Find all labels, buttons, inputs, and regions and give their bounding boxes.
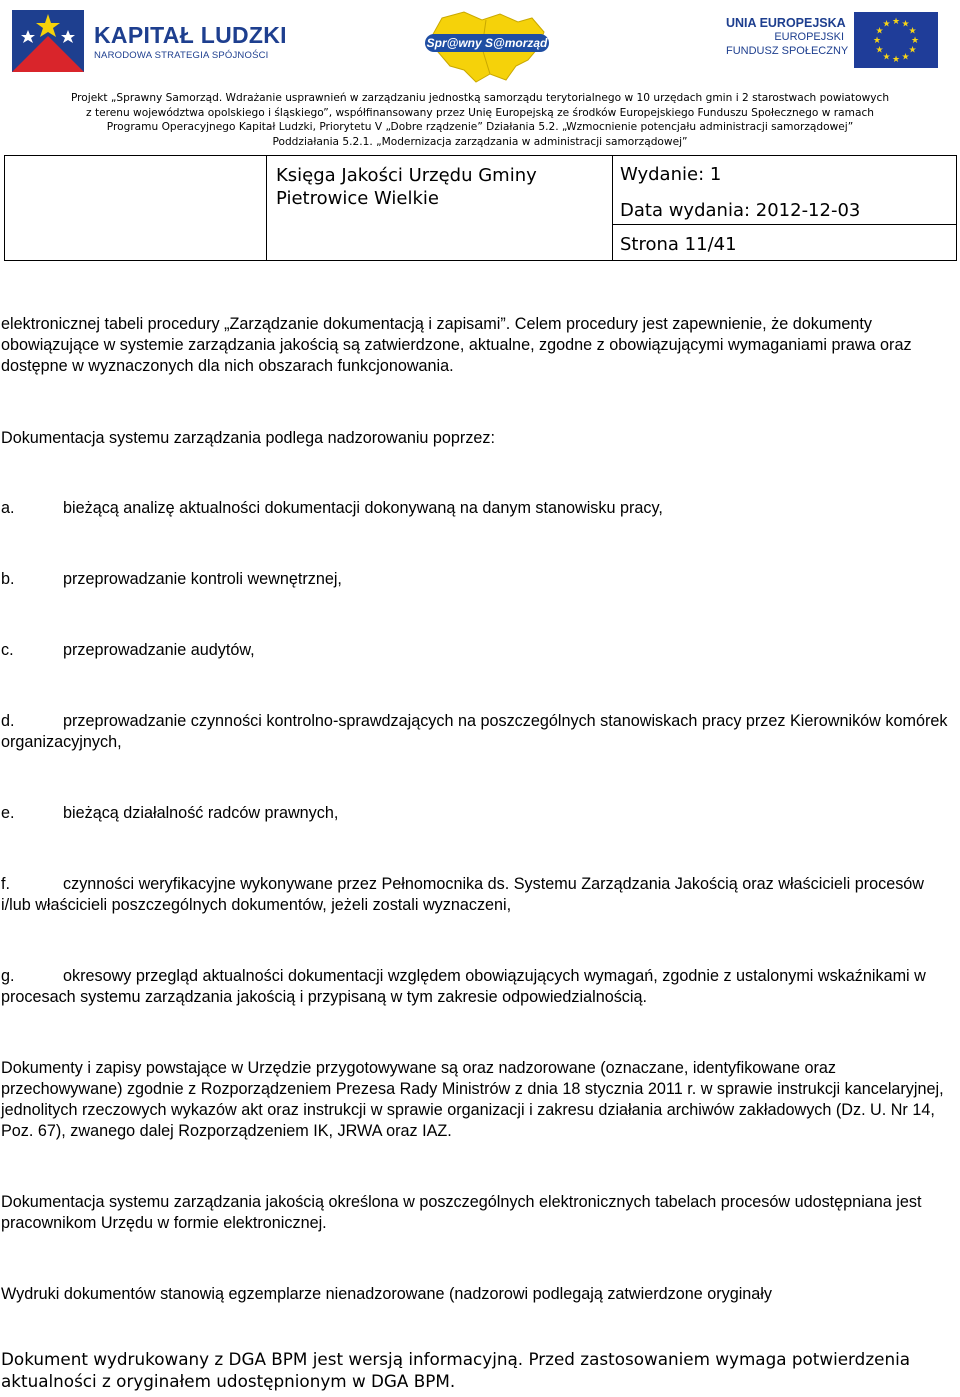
svg-text:★: ★	[908, 45, 917, 56]
printouts-paragraph: Wydruki dokumentów stanowią egzemplarze nienadzorowane (nadzorowi podlegają zatwierdzone oryginały	[1, 1285, 772, 1303]
header-empty-cell	[5, 156, 267, 260]
svg-text:★: ★	[891, 17, 901, 27]
project-desc-line-4: Poddziałania 5.2.1. „Modernizacja zarządzania w administracji samorządowej”	[272, 135, 688, 148]
kapital-ludzki-subtitle: NARODOWA STRATEGIA SPÓJNOŚCI	[94, 50, 269, 61]
list-item-text: bieżącą analizę aktualności dokumentacji dokonywaną na danym stanowisku pracy,	[63, 499, 663, 517]
ue-line-2: EUROPEJSKI	[774, 31, 844, 43]
kapital-ludzki-title: KAPITAŁ LUDZKI	[94, 22, 287, 48]
ue-line-1: UNIA EUROPEJSKA	[726, 16, 846, 30]
list-item	[1, 498, 956, 519]
list-item-text: okresowy przegląd aktualności dokumentacji względem obowiązujących wymagań, zgodnie z ustalonymi wskaźnikami w procesach systemu zarządzania jakością i przypisaną w tym zakresie odpowiedzialnością.	[1, 967, 926, 1006]
supervision-lead: Dokumentacja systemu zarządzania podlega nadzorowaniu poprzez:	[1, 429, 496, 447]
intro-paragraph: elektronicznej tabeli procedury „Zarządzanie dokumentacją i zapisami”. Celem procedury jest zapewnienie, że dokumenty obowiązujące w systemie zarządzania jakością są zatwierdzone, aktualne, zgodne z obowiązującymi wymaganiami prawa oraz dostępne w wyznaczonych dla nich obszarach funkcjonowania.	[1, 315, 912, 375]
project-desc-line-1: Projekt „Sprawny Samorząd. Wdrażanie usprawnień w zarządzaniu jednostką samorządu terytorialnego w 10 urzędach gmin i 2 starostwach powiatowych	[70, 92, 890, 104]
svg-text:★: ★	[882, 19, 891, 30]
list-marker: g.	[1, 967, 15, 985]
project-desc-line-2: z terenu województwa opolskiego i śląskiego”, współfinansowany przez Unię Europejską ze środków Europejskiego Funduszu Społecznego w ramach	[86, 106, 874, 119]
list-marker: d.	[1, 712, 15, 730]
kapital-ludzki-logo	[8, 6, 287, 76]
project-desc-line-3: Programu Operacyjnego Kapitał Ludzki, Priorytetu V „Dobre rządzenie” Działania 5.2. „Wzmocnienie potencjału administracji samorządowej”	[106, 121, 854, 133]
list-item	[1, 803, 956, 824]
list-item-text: przeprowadzanie kontroli wewnętrznej,	[63, 570, 342, 588]
header-meta-cell	[613, 156, 956, 260]
list-item-text: przeprowadzanie audytów,	[63, 641, 255, 659]
svg-text:★: ★	[872, 36, 882, 46]
issue-date-label: Data wydania: 2012-12-03	[620, 200, 861, 221]
page-number-label: Strona 11/41	[620, 234, 737, 255]
list-marker: b.	[1, 570, 15, 588]
kapital-ludzki-emblem-icon	[8, 6, 88, 76]
list-item	[1, 569, 956, 590]
header-title-cell	[267, 156, 613, 260]
sprawny-samorzad-logo	[420, 8, 560, 86]
list-marker: c.	[1, 641, 14, 659]
list-item	[1, 711, 956, 753]
ue-line-3: FUNDUSZ SPOŁECZNY	[726, 45, 849, 57]
list-item	[1, 640, 956, 661]
svg-text:★: ★	[891, 55, 901, 65]
header-title-line-1: Księga Jakości Urzędu Gminy	[276, 165, 537, 186]
header-divider	[613, 224, 956, 225]
edition-label: Wydanie: 1	[620, 164, 722, 185]
document-header-table	[4, 155, 957, 261]
print-disclaimer: Dokument wydrukowany z DGA BPM jest wersją informacyjną. Przed zastosowaniem wymaga potwierdzenia aktualności z oryginałem udostępnionym w DGA BPM.	[1, 1349, 911, 1391]
records-paragraph: Dokumenty i zapisy powstające w Urzędzie przygotowywane są oraz nadzorowane (oznaczane, identyfikowane oraz przechowywane) zgodnie z Rozporządzeniem Prezesa Rady Ministrów z dnia 18 stycznia 2011 r. w sprawie instrukcji kancelaryjnej, jednolitych rzeczowych wykazów akt oraz instrukcji w sprawie organizacji i zakresu działania archiwów zakładowych (Dz. U. Nr 14, Poz. 67), zwanego dalej Rozporządzeniem IK, JRWA oraz IAZ.	[1, 1059, 944, 1140]
list-item	[1, 874, 956, 916]
eu-flag-icon	[854, 12, 938, 68]
list-marker: f.	[1, 875, 10, 893]
svg-text:★: ★	[901, 52, 910, 63]
svg-text:★: ★	[908, 26, 917, 37]
electronic-paragraph: Dokumentacja systemu zarządzania jakością określona w poszczególnych elektronicznych tabelach procesów udostępniana jest pracownikom Urzędu w formie elektronicznej.	[1, 1193, 922, 1232]
svg-text:★: ★	[882, 52, 891, 63]
list-item-text: czynności weryfikacyjne wykonywane przez Pełnomocnika ds. Systemu Zarządzania Jakością oraz właścicieli procesów i/lub właścicieli poszczególnych dokumentów, jeżeli zostali wyznaczeni,	[1, 875, 924, 914]
list-item-text: bieżącą działalność radców prawnych,	[63, 804, 339, 822]
list-marker: e.	[1, 804, 15, 822]
list-marker: a.	[1, 499, 15, 517]
svg-text:★: ★	[901, 19, 910, 30]
list-item-text: przeprowadzanie czynności kontrolno-sprawdzających na poszczególnych stanowiskach pracy przez Kierowników komórek organizacyjnych,	[1, 712, 948, 751]
project-description	[0, 91, 960, 149]
svg-text:★: ★	[875, 45, 884, 56]
logo-bar	[0, 0, 960, 90]
unia-europejska-logo	[726, 12, 952, 72]
unia-europejska-text	[726, 16, 849, 58]
sprawny-samorzad-text: Spr@wny S@morząd	[426, 36, 548, 50]
header-title-line-2: Pietrowice Wielkie	[276, 188, 440, 209]
list-item	[1, 966, 956, 1008]
svg-text:★: ★	[910, 36, 920, 46]
svg-text:★: ★	[875, 26, 884, 37]
